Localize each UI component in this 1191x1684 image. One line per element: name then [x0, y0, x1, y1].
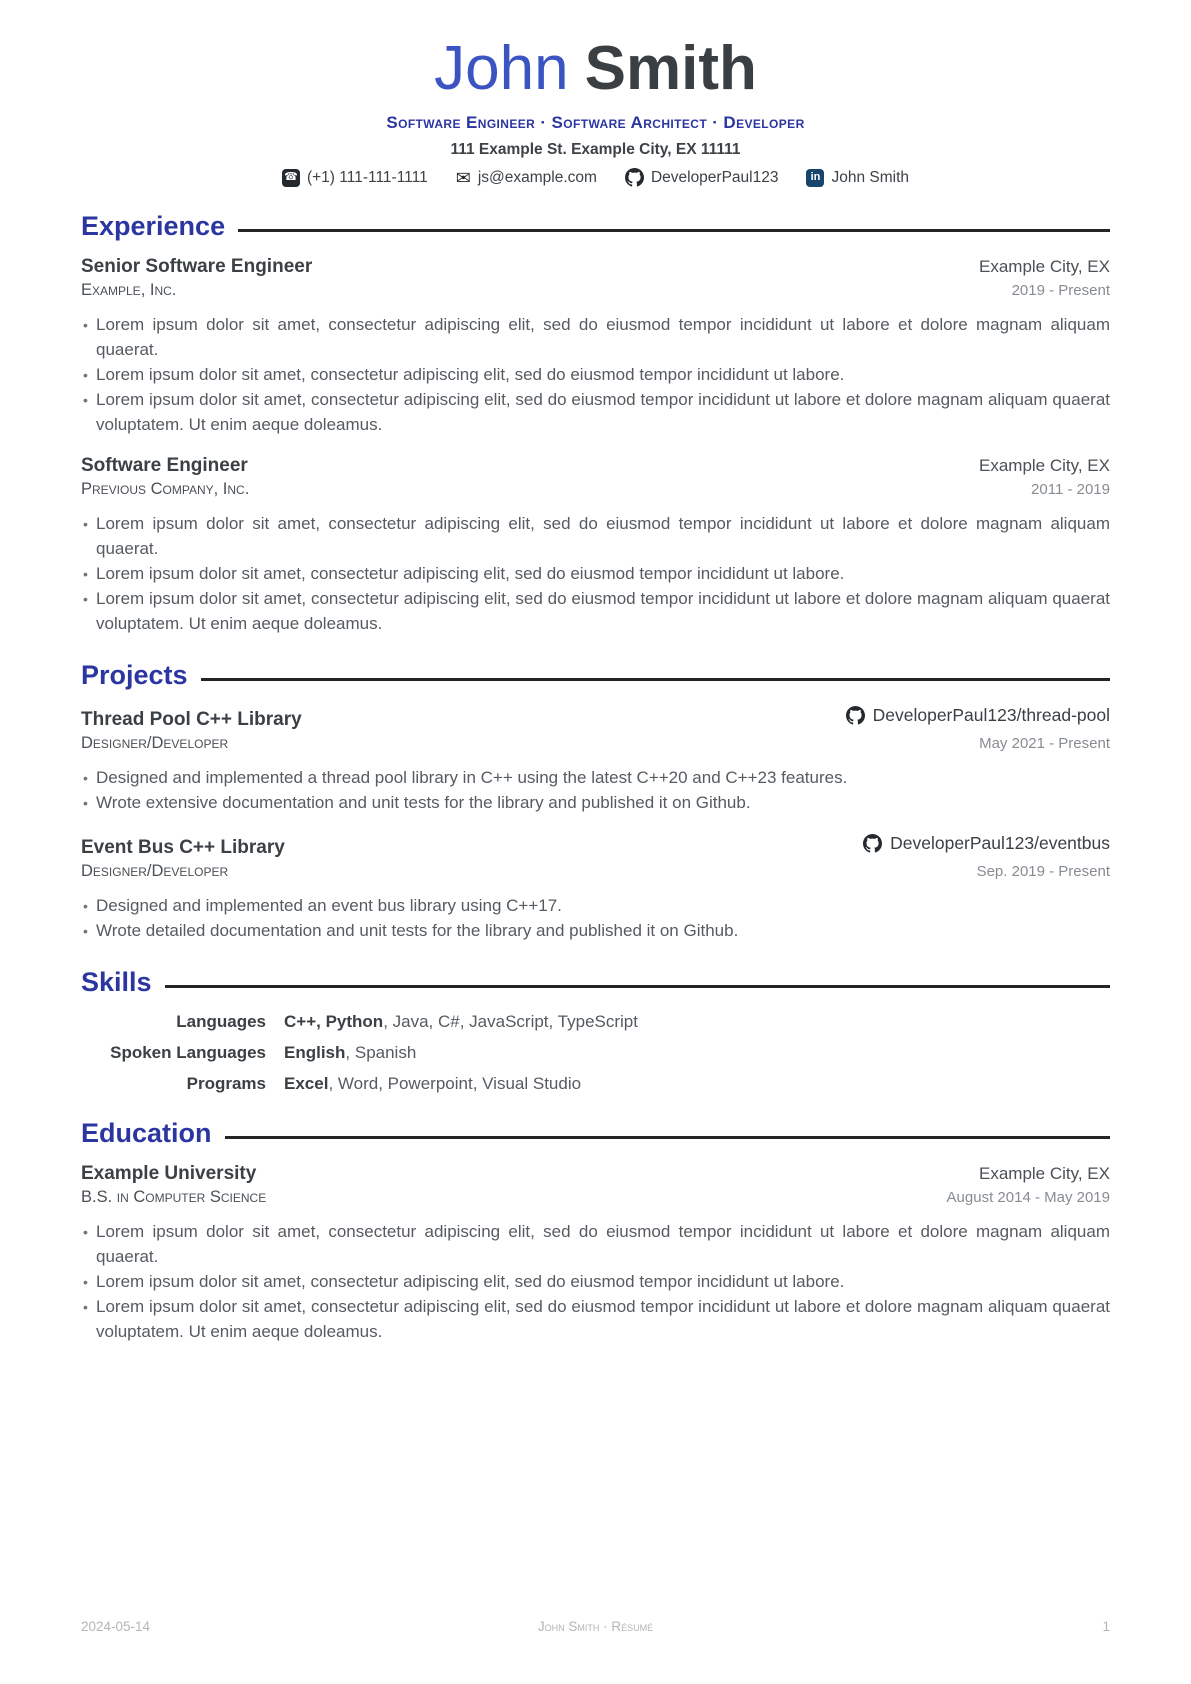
- section-rule: [165, 985, 1110, 988]
- email-address: js@example.com: [477, 168, 597, 186]
- repo-name: DeveloperPaul123/thread-pool: [872, 705, 1110, 726]
- company-name: Previous Company, Inc.: [81, 480, 250, 499]
- education-dates: August 2014 - May 2019: [946, 1189, 1110, 1207]
- phone-icon: ☎: [282, 169, 300, 187]
- phone-link[interactable]: [282, 169, 428, 187]
- github-icon: [846, 706, 865, 725]
- phone-number: (+1) 111-111-1111: [306, 168, 428, 186]
- bullet-item: • Lorem ipsum dolor sit amet, consectetur adipiscing elit, sed do eiusmod tempor incididunt ut labore.: [81, 362, 1110, 387]
- bullet-item: • Lorem ipsum dolor sit amet, consectetur adipiscing elit, sed do eiusmod tempor incididunt ut labore et dolore magnam aliquam quaerat voluptatem. Ut enim aeque doleamus.: [81, 586, 1110, 636]
- project-dates: Sep. 2019 - Present: [976, 863, 1110, 881]
- section-heading: [81, 967, 1110, 998]
- skills-row: [81, 1012, 1110, 1032]
- contact-row: [81, 168, 1110, 187]
- skill-category: Spoken Languages: [110, 1043, 266, 1063]
- job-location: Example City, EX: [978, 456, 1110, 476]
- degree: B.S. in Computer Science: [81, 1188, 267, 1207]
- project-repo-link[interactable]: [863, 833, 1110, 854]
- job-dates: 2011 - 2019: [1031, 481, 1110, 499]
- job-title: Software Engineer: [81, 455, 248, 477]
- github-username: DeveloperPaul123: [650, 168, 779, 186]
- skill-highlight: C++, Python: [284, 1012, 384, 1032]
- bullet-item: • Designed and implemented an event bus library using C++17.: [81, 893, 1110, 918]
- bullet-item: • Lorem ipsum dolor sit amet, consectetur adipiscing elit, sed do eiusmod tempor incididunt ut labore et dolore magnam aliquam quaerat.: [81, 511, 1110, 561]
- skill-rest: , Java, C#, JavaScript, TypeScript: [383, 1012, 638, 1032]
- skill-highlight: Excel: [284, 1074, 329, 1094]
- repo-name: DeveloperPaul123/eventbus: [890, 833, 1110, 854]
- job-dates: 2019 - Present: [1011, 282, 1110, 300]
- address: 111 Example St. Example City, EX 11111: [450, 141, 741, 159]
- skills-table: [81, 1012, 1110, 1094]
- experience-entry: [81, 256, 1110, 437]
- bullet-list: [81, 312, 1110, 437]
- github-icon: [863, 834, 882, 853]
- skill-values: [284, 1012, 638, 1032]
- bullet-list: [81, 511, 1110, 636]
- last-name: Smith: [584, 34, 757, 103]
- person-name: [81, 36, 1110, 101]
- skill-values: [284, 1074, 581, 1094]
- bullet-item: • Wrote detailed documentation and unit tests for the library and published it on Github.: [81, 918, 1110, 943]
- section-title: Education: [81, 1118, 212, 1149]
- linkedin-name: John Smith: [831, 168, 910, 186]
- section-rule: [225, 1136, 1110, 1139]
- project-role: Designer/Developer: [81, 734, 229, 753]
- school-location: Example City, EX: [978, 1164, 1110, 1184]
- skill-values: [284, 1043, 416, 1063]
- project-entry: [81, 833, 1110, 943]
- section-title: Skills: [81, 967, 152, 998]
- bullet-list: [81, 765, 1110, 815]
- bullet-item: • Designed and implemented a thread pool library in C++ using the latest C++20 and C++23 features.: [81, 765, 1110, 790]
- section-title: Experience: [81, 211, 226, 242]
- section-education: [81, 1118, 1110, 1344]
- resume-header: [81, 36, 1110, 187]
- bullet-item: • Wrote extensive documentation and unit tests for the library and published it on Github.: [81, 790, 1110, 815]
- project-title: Thread Pool C++ Library: [81, 709, 302, 731]
- section-heading: [81, 211, 1110, 242]
- bullet-item: • Lorem ipsum dolor sit amet, consectetur adipiscing elit, sed do eiusmod tempor incididunt ut labore et dolore magnam aliquam quaerat.: [81, 312, 1110, 362]
- tagline: Software Engineer · Software Architect · Developer: [386, 113, 805, 133]
- section-experience: [81, 211, 1110, 636]
- skill-highlight: English: [284, 1043, 346, 1063]
- company-name: Example, Inc.: [81, 281, 177, 300]
- bullet-item: • Lorem ipsum dolor sit amet, consectetur adipiscing elit, sed do eiusmod tempor incididunt ut labore et dolore magnam aliquam quaerat voluptatem. Ut enim aeque doleamus.: [81, 387, 1110, 437]
- section-heading: [81, 1118, 1110, 1149]
- skill-category: Programs: [186, 1074, 266, 1094]
- skill-rest: , Word, Powerpoint, Visual Studio: [328, 1074, 582, 1094]
- skills-row: [81, 1074, 1110, 1094]
- job-title: Senior Software Engineer: [81, 256, 313, 278]
- section-rule: [201, 678, 1110, 681]
- section-rule: [238, 229, 1110, 232]
- project-dates: May 2021 - Present: [979, 735, 1110, 753]
- envelope-icon: ✉: [455, 167, 471, 188]
- linkedin-link[interactable]: [806, 169, 909, 187]
- project-repo-link[interactable]: [846, 705, 1110, 726]
- section-projects: [81, 660, 1110, 943]
- bullet-item: • Lorem ipsum dolor sit amet, consectetur adipiscing elit, sed do eiusmod tempor incididunt ut labore et dolore magnam aliquam quaerat.: [81, 1219, 1110, 1269]
- project-role: Designer/Developer: [81, 862, 229, 881]
- github-icon: [625, 168, 644, 187]
- bullet-item: • Lorem ipsum dolor sit amet, consectetur adipiscing elit, sed do eiusmod tempor incididunt ut labore.: [81, 1269, 1110, 1294]
- page-number: 1: [1102, 1619, 1110, 1634]
- project-title: Event Bus C++ Library: [81, 837, 285, 859]
- bullet-item: • Lorem ipsum dolor sit amet, consectetur adipiscing elit, sed do eiusmod tempor incididunt ut labore.: [81, 561, 1110, 586]
- page-footer: [81, 1619, 1110, 1634]
- education-entry: [81, 1163, 1110, 1344]
- email-link[interactable]: [456, 169, 597, 187]
- bullet-item: • Lorem ipsum dolor sit amet, consectetur adipiscing elit, sed do eiusmod tempor incididunt ut labore et dolore magnam aliquam quaerat voluptatem. Ut enim aeque doleamus.: [81, 1294, 1110, 1344]
- bullet-list: [81, 893, 1110, 943]
- experience-entry: [81, 455, 1110, 636]
- footer-title: John Smith · Résumé: [537, 1619, 654, 1634]
- section-title: Projects: [81, 660, 188, 691]
- github-link[interactable]: [625, 168, 779, 187]
- skills-row: [81, 1043, 1110, 1063]
- skill-category: Languages: [176, 1012, 266, 1032]
- linkedin-icon: in: [806, 169, 824, 187]
- footer-date: 2024-05-14: [81, 1619, 151, 1634]
- first-name: John: [434, 34, 569, 103]
- project-entry: [81, 705, 1110, 815]
- bullet-list: [81, 1219, 1110, 1344]
- section-heading: [81, 660, 1110, 691]
- section-skills: [81, 967, 1110, 1094]
- skill-rest: , Spanish: [345, 1043, 417, 1063]
- job-location: Example City, EX: [978, 257, 1110, 277]
- school-name: Example University: [81, 1163, 257, 1185]
